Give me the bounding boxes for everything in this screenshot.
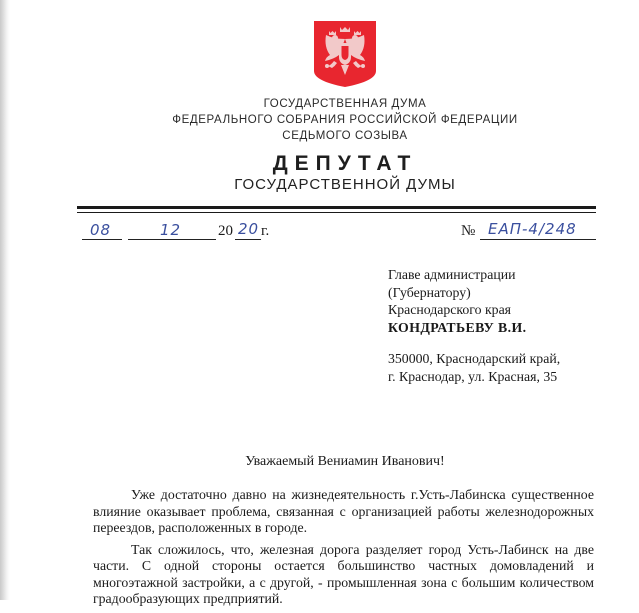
addressee-block	[388, 266, 618, 336]
date-month: 12	[160, 221, 182, 239]
address-line-street: г. Краснодар, ул. Красная, 35	[388, 369, 558, 384]
letterhead-line-duma: ГОСУДАРСТВЕННАЯ ДУМА	[263, 98, 427, 110]
page-edge-shadow	[0, 0, 10, 600]
letterhead-line-convocation: СЕДЬМОГО СОЗЫВА	[282, 130, 408, 142]
date-year-unit: г.	[261, 223, 270, 239]
header-divider-thin	[77, 212, 596, 213]
day-underline	[82, 239, 122, 240]
document-number: ЕАП-4/248	[488, 220, 577, 238]
letter-body	[93, 487, 594, 613]
number-sign: №	[461, 223, 476, 239]
date-day: 08	[90, 221, 112, 239]
letterhead-title: ДЕПУТАТ	[272, 152, 418, 175]
date-year-prefix: 20	[218, 223, 233, 239]
address-line-region: 350000, Краснодарский край,	[388, 351, 561, 366]
dateline	[78, 221, 603, 245]
addressee-line-governor: (Губернатору)	[388, 284, 471, 300]
addressee-line-position: Главе администрации	[388, 267, 516, 282]
date-year-suffix: 20	[238, 220, 260, 238]
letterhead-subtitle: ГОСУДАРСТВЕННОЙ ДУМЫ	[234, 176, 456, 193]
body-paragraph-1: Уже достаточно давно на жизнедеятельность г.Усть-Лабинска существенное влияние оказывает проблема, связанная с организацией работы железнодорожных переездов, расположенных в городе.	[93, 487, 594, 535]
addressee-name: КОНДРАТЬЕВУ В.И.	[388, 319, 527, 335]
salutation: Уважаемый Вениамин Иванович!	[245, 454, 445, 469]
postal-address	[388, 350, 618, 386]
header-divider-thick	[77, 206, 596, 209]
month-underline	[128, 239, 216, 240]
emblem-icon	[314, 21, 376, 87]
year-underline	[235, 239, 261, 240]
number-underline	[480, 239, 596, 240]
addressee-line-region: Краснодарского края	[388, 302, 512, 317]
body-paragraph-2: Так сложилось, что, железная дорога разделяет город Усть-Лабинск на две части. С одной стороны остается большинство частных домовладений и многоэтажной застройки, а с другой, - промышленная зона с большим количеством градообразующих предприятий.	[93, 541, 594, 606]
letterhead-line-assembly: ФЕДЕРАЛЬНОГО СОБРАНИЯ РОССИЙСКОЙ ФЕДЕРАЦИИ	[172, 114, 518, 126]
